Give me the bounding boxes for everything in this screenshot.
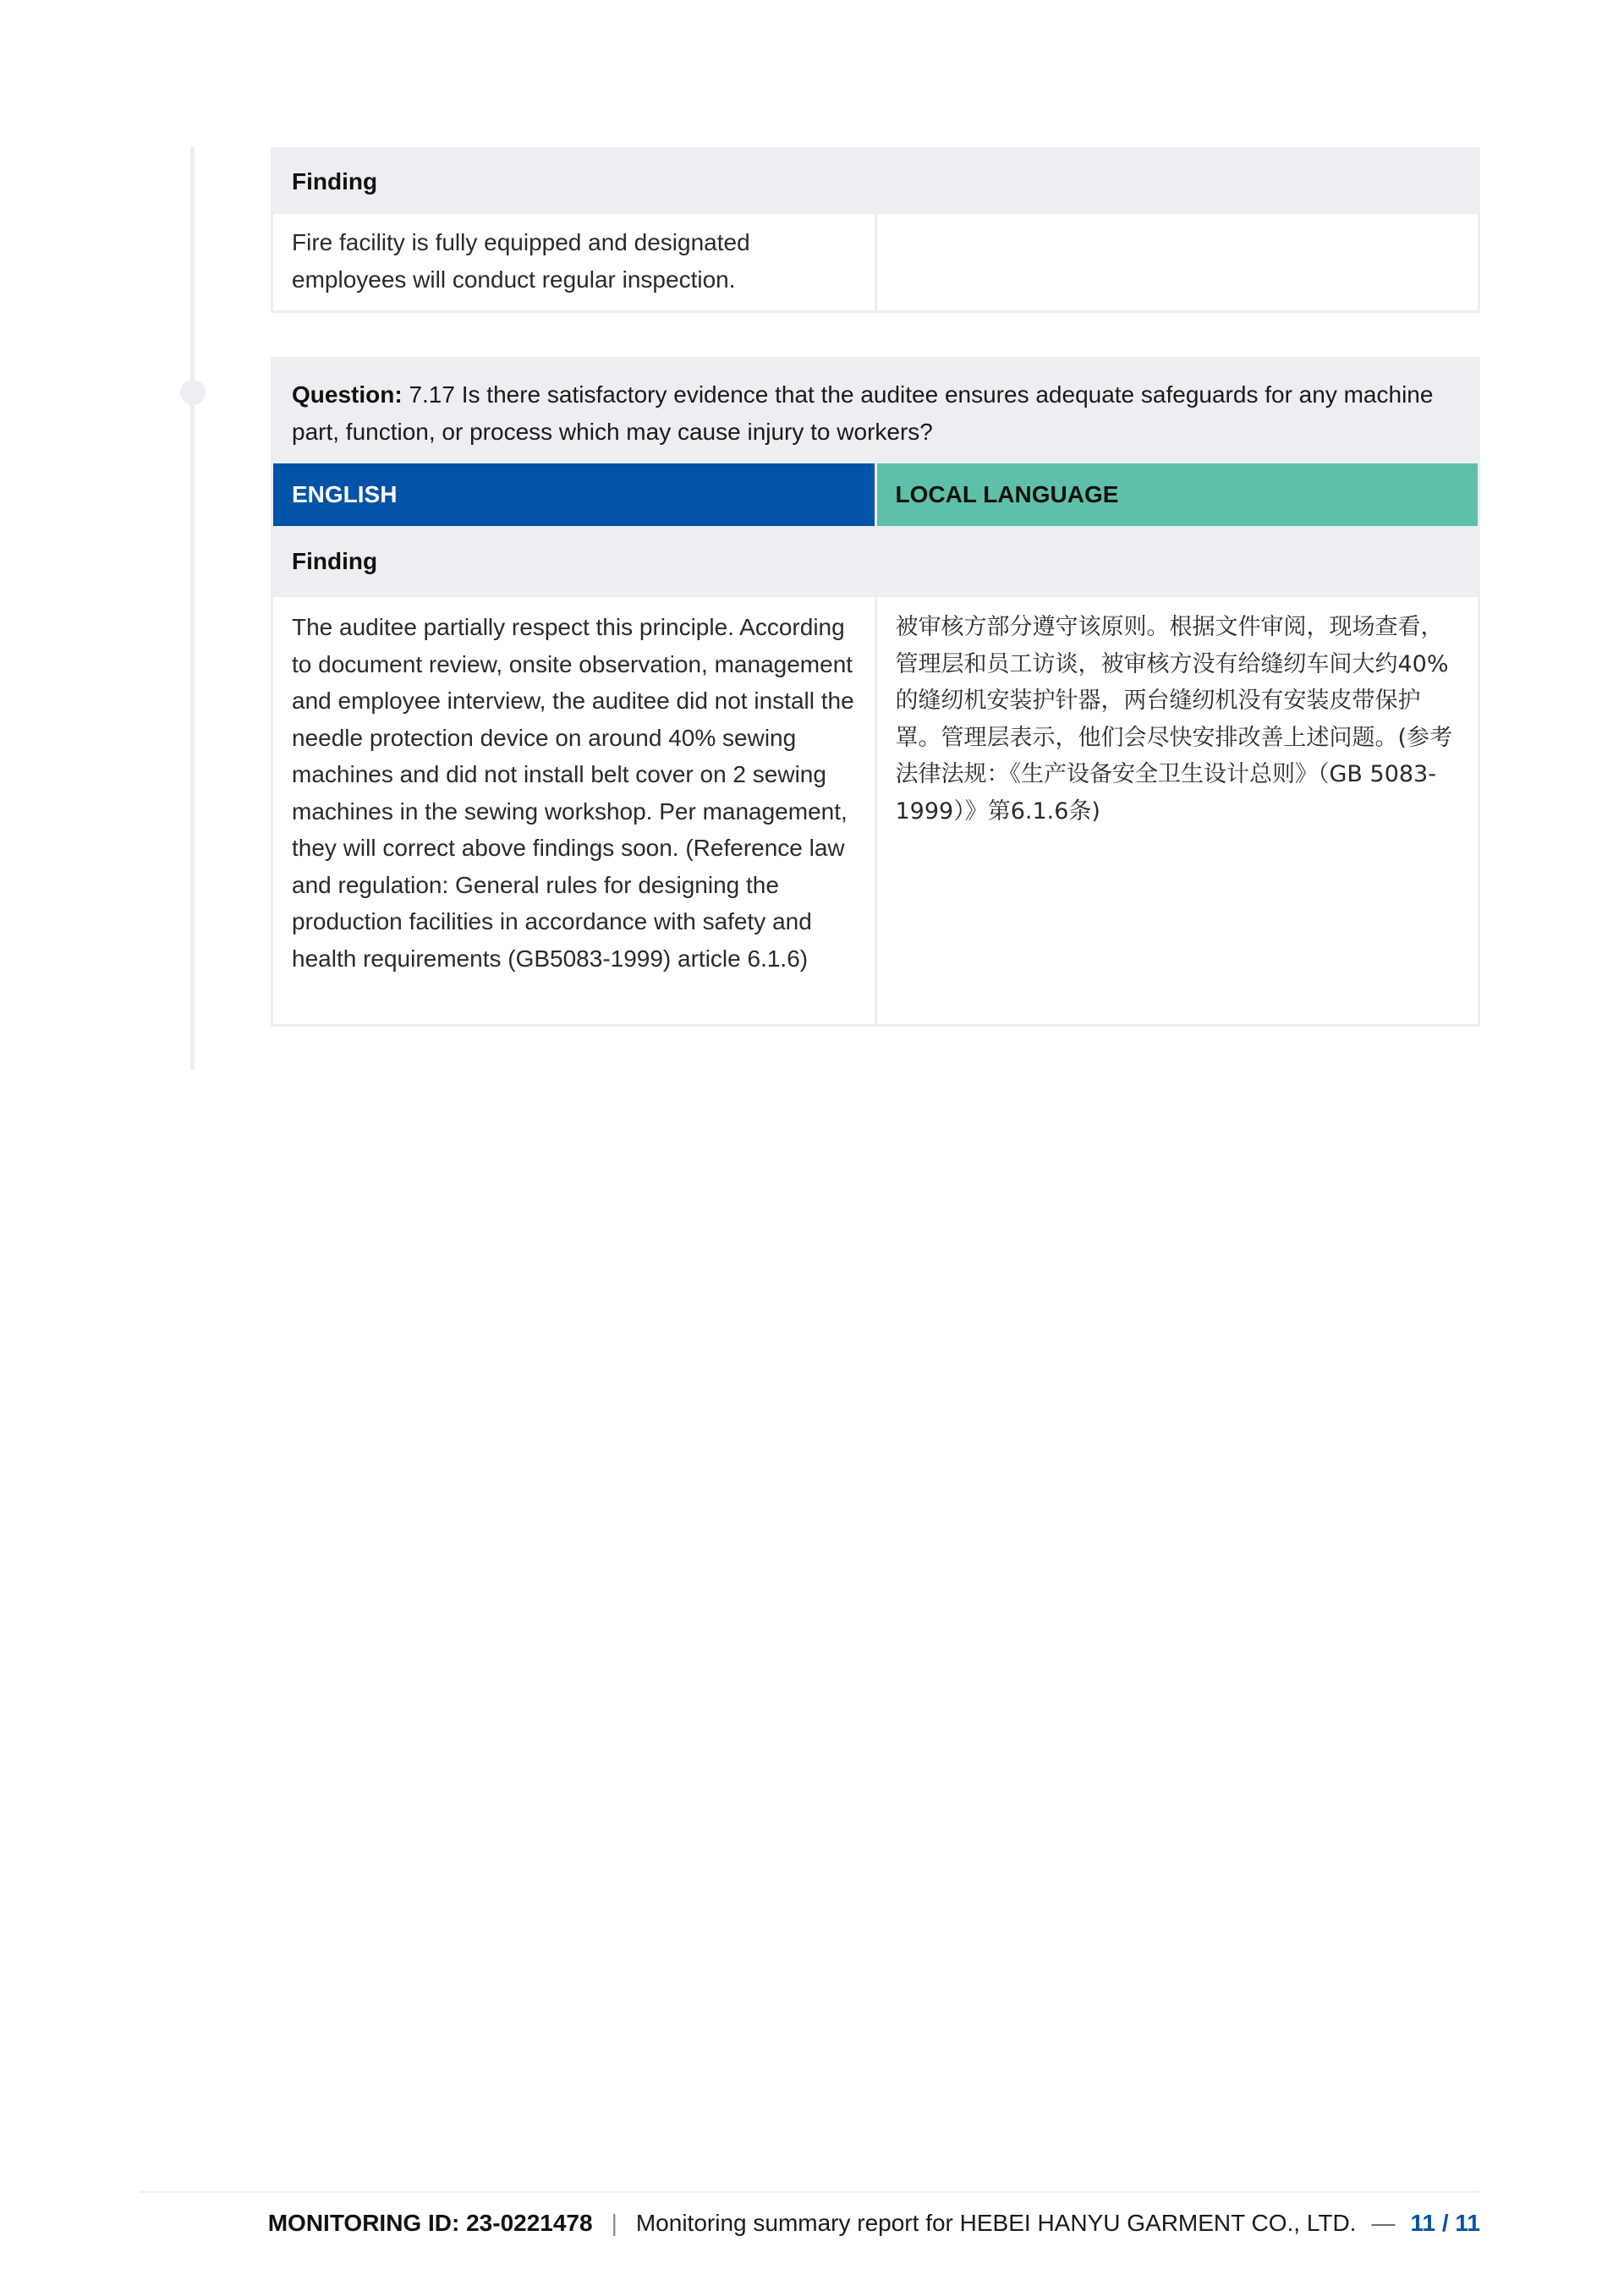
footer-separator: | xyxy=(611,2210,617,2236)
question-text xyxy=(273,359,1478,463)
monitoring-id: MONITORING ID: 23-0221478 xyxy=(267,2210,593,2236)
footer-divider xyxy=(140,2191,1480,2193)
timeline-dot xyxy=(180,380,206,405)
finding-english-cell: The auditee partially respect this principle. According to document review, onsite observation, management and employee interview, the auditee did not install the needle protection device on around 40% sewing machines and did not install belt cover on 2 sewing machines in the sewing workshop. Per management, they will correct above findings soon. (Reference law and regulation: General rules for designing the production facilities in accordance with safety and health requirements (GB5083-1999) article 6.1.6) xyxy=(273,597,875,1024)
finding-english-cell: Fire facility is fully equipped and designated employees will conduct regular inspection. xyxy=(273,214,875,310)
finding-label: Finding xyxy=(292,168,378,195)
footer-dash: — xyxy=(1371,2210,1396,2236)
finding-table-previous xyxy=(271,147,1480,313)
page-footer xyxy=(268,2210,1480,2237)
english-column-header: ENGLISH xyxy=(273,463,875,526)
local-language-column-header: LOCAL LANGUAGE xyxy=(877,463,1479,526)
finding-local-cell: 被审核方部分遵守该原则。根据文件审阅，现场查看，管理层和员工访谈，被审核方没有给缝纫车间大约40%的缝纫机安装护针器，两台缝纫机没有安装皮带保护罩。管理层表示，他们会尽快安排改善上述问题。(参考法律法规：《生产设备安全卫生设计总则》（GB 5083-1999）》第6.1.6条) xyxy=(877,597,1479,1024)
question-block-7-17 xyxy=(271,357,1480,1027)
question-label: Question: xyxy=(292,381,403,408)
finding-label: Finding xyxy=(292,548,378,574)
report-title: Monitoring summary report for HEBEI HANYU GARMENT CO., LTD. xyxy=(635,2210,1357,2236)
page-number: 11 / 11 xyxy=(1410,2210,1480,2236)
timeline-line xyxy=(190,147,195,1070)
finding-local-cell xyxy=(877,214,1479,310)
language-header-row xyxy=(273,463,1478,526)
question-body: 7.17 Is there satisfactory evidence that the auditee ensures adequate safeguards for any machine part, function, or process which may cause injury to workers? xyxy=(292,381,1434,445)
